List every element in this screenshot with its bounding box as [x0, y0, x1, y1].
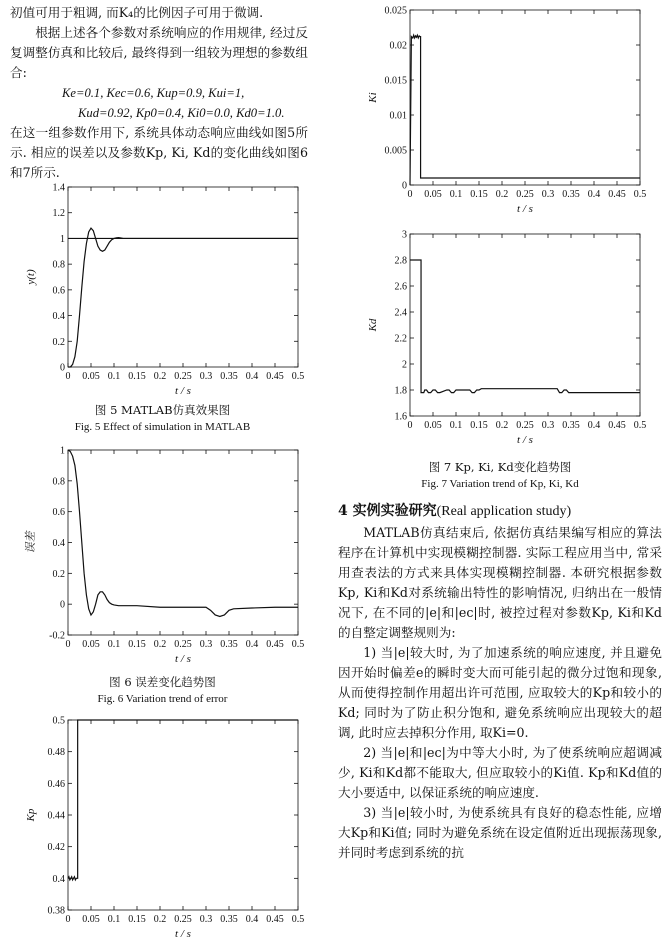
fig7_kd-y-tick-label: 3 — [402, 229, 407, 241]
fig6-y-tick-label: 0.8 — [52, 476, 65, 488]
fig7_ki-x-tick-label: 0 — [407, 189, 413, 200]
param-equation-1: Ke=0.1, Kec=0.6, Kup=0.9, Kui=1, — [62, 86, 245, 100]
fig7_kp-x-tick-label: 0.3 — [199, 914, 213, 925]
fig7_ki-plot-frame — [410, 10, 640, 185]
section-title-en: (Real application study) — [436, 504, 572, 519]
section-heading — [338, 500, 662, 523]
right-para-3: 2) 当|e|和|ec|为中等大小时, 为了使系统响应超调减少, Ki和Kd都不能取大, 但应取较小的Ki值. Kp和Kd值的大小要适中, 以保证系统的响应速度. — [338, 745, 662, 800]
fig6-x-tick-label: 0.45 — [266, 639, 284, 650]
fig6-y-axis-label: 误差 — [25, 531, 37, 554]
fig7_ki-y-tick-label: 0.02 — [389, 40, 407, 52]
fig7_ki-x-tick-label: 0.1 — [449, 189, 463, 200]
fig5-x-tick-label: 0.15 — [128, 371, 146, 382]
left-para-2: 根据上述各个参数对系统响应的作用规律, 经过反复调整仿真和比较后, 最终得到一组较为理想的参数组合: — [10, 25, 308, 80]
fig7_kp-y-tick-label: 0.38 — [47, 905, 65, 917]
fig7_ki-x-tick-label: 0.15 — [470, 189, 488, 200]
left-para-1: 初值可用于粗调, 而K₄的比例因子可用于微调. — [10, 5, 264, 20]
right-column-text — [338, 500, 662, 863]
fig7_kp-x-tick-label: 0.2 — [153, 914, 167, 925]
fig6-x-tick-label: 0.25 — [174, 639, 192, 650]
fig6-y-tick-label: 0.6 — [52, 507, 65, 519]
fig7_kd-x-tick-label: 0.35 — [562, 420, 580, 431]
fig7_ki-x-tick-label: 0.05 — [424, 189, 442, 200]
fig7_ki-y-tick-label: 0.025 — [384, 5, 407, 17]
fig6-x-tick-label: 0.2 — [153, 639, 167, 650]
fig7_kd-x-tick-label: 0.15 — [470, 420, 488, 431]
fig6-y-tick-label: 1 — [60, 445, 65, 457]
fig6-x-tick-label: 0.15 — [128, 639, 146, 650]
fig5-x-tick-label: 0.05 — [82, 371, 100, 382]
fig7_kd-x-tick-label: 0.05 — [424, 420, 442, 431]
fig7-caption-cn: 图 7 Kp, Ki, Kd变化趋势图 — [428, 460, 572, 474]
fig7-kd-chart — [344, 228, 664, 450]
fig5-y-axis-label: y(t) — [25, 269, 37, 285]
fig7_kd-x-tick-label: 0.5 — [633, 420, 647, 431]
fig7_ki-x-axis-label: t / s — [517, 203, 533, 215]
fig7-kd-plot — [344, 228, 664, 450]
fig7_kd-series-line — [410, 260, 640, 393]
fig5-x-tick-label: 0.5 — [291, 371, 305, 382]
fig6-caption-en: Fig. 6 Variation trend of error — [97, 693, 228, 705]
fig6-y-tick-label: 0.4 — [52, 538, 65, 549]
fig5-y-tick-label: 1.2 — [52, 208, 65, 220]
fig6-x-tick-label: 0.3 — [199, 639, 213, 650]
fig7_kd-y-tick-label: 2 — [402, 359, 407, 371]
fig5-caption-cn: 图 5 MATLAB仿真效果图 — [94, 403, 231, 417]
fig7_kd-x-tick-label: 0.25 — [516, 420, 534, 431]
fig5-y-tick-label: 0.4 — [52, 311, 65, 323]
fig7_kp-x-tick-label: 0.5 — [291, 914, 305, 925]
fig5-x-axis-label: t / s — [175, 385, 191, 397]
fig7_kp-y-tick-label: 0.44 — [47, 810, 65, 822]
fig5-x-tick-label: 0.25 — [174, 371, 192, 382]
fig5-y-tick-label: 1.4 — [52, 182, 65, 194]
fig7_kp-x-tick-label: 0.4 — [245, 914, 259, 925]
fig7_kp-y-tick-label: 0.48 — [47, 747, 65, 759]
fig7_ki-y-tick-label: 0.005 — [384, 145, 407, 157]
fig6-chart — [10, 444, 310, 666]
fig7_kp-plot-frame — [68, 720, 298, 910]
fig5-y-tick-label: 0.6 — [52, 285, 65, 297]
fig5-x-tick-label: 0.45 — [266, 371, 284, 382]
fig7_kd-x-axis-label: t / s — [517, 434, 533, 446]
fig7_kd-y-tick-label: 2.2 — [394, 333, 407, 345]
fig5-x-tick-label: 0.35 — [220, 371, 238, 382]
fig7_kp-x-tick-label: 0 — [65, 914, 71, 925]
fig7_ki-x-tick-label: 0.3 — [541, 189, 555, 200]
fig5-x-tick-label: 0.4 — [245, 371, 259, 382]
fig6-x-tick-label: 0.35 — [220, 639, 238, 650]
fig7_kd-x-tick-label: 0.3 — [541, 420, 555, 431]
fig7_kp-series-line — [68, 720, 298, 880]
fig7_kd-x-tick-label: 0.45 — [608, 420, 626, 431]
fig6-caption-cn: 图 6 误差变化趋势图 — [109, 675, 216, 689]
fig5-plot — [10, 180, 310, 397]
fig7-ki-chart — [344, 0, 664, 222]
right-para-1: MATLAB仿真结束后, 依据仿真结果编写相应的算法程序在计算机中实现模糊控制器. 实际工程应用当中, 常采用查表法的方式来具体实现模糊控制器. 本研究根据参数Kp, Ki和Kd对系统输出特性的影响情况, 归纳出在一般情况下, 在不同的|e|和|ec|时, 被控过程对参数Kp, Ki和Kd的自整定调整规则为: — [338, 525, 662, 640]
left-para-3: 在这一组参数作用下, 系统具体动态响应曲线如图5所示. 相应的误差以及参数Kp, Ki, Kd的变化曲线如图6和7所示. — [10, 125, 308, 180]
fig5-y-tick-label: 1 — [60, 233, 65, 245]
fig7_ki-x-tick-label: 0.4 — [587, 189, 601, 200]
fig6-x-tick-label: 0.1 — [107, 639, 121, 650]
fig5-x-tick-label: 0 — [65, 371, 71, 382]
right-para-4: 3) 当|e|较小时, 为使系统具有良好的稳态性能, 应增大Kp和Ki值; 同时为避免系统在设定值附近出现振荡现象, 并同时考虑到系统的抗 — [338, 805, 662, 860]
fig5-y-tick-label: 0.2 — [52, 336, 65, 348]
fig5-series-line — [68, 228, 298, 367]
fig5-plot-frame — [68, 187, 298, 367]
fig7-caption-en: Fig. 7 Variation trend of Kp, Ki, Kd — [421, 478, 579, 490]
fig5-x-tick-label: 0.3 — [199, 371, 213, 382]
fig5-y-tick-label: 0.8 — [52, 259, 65, 271]
left-column — [10, 0, 308, 183]
fig7-ki-plot — [344, 0, 664, 222]
fig7_kp-x-tick-label: 0.05 — [82, 914, 100, 925]
fig7_kp-x-tick-label: 0.35 — [220, 914, 238, 925]
fig5-y-tick-label: 0 — [60, 362, 65, 374]
fig7_kd-x-tick-label: 0.2 — [495, 420, 509, 431]
fig7_kd-x-tick-label: 0.1 — [449, 420, 463, 431]
fig7_kp-y-tick-label: 0.46 — [47, 778, 65, 790]
fig7_ki-y-tick-label: 0 — [402, 180, 407, 192]
fig5-x-tick-label: 0.2 — [153, 371, 167, 382]
fig5-chart — [10, 180, 310, 397]
fig7_kd-y-tick-label: 1.8 — [394, 385, 407, 397]
fig7_ki-series-line — [410, 35, 640, 185]
fig6-x-tick-label: 0.5 — [291, 639, 305, 650]
fig7_kp-y-tick-label: 0.5 — [52, 715, 65, 727]
fig7_ki-x-tick-label: 0.35 — [562, 189, 580, 200]
fig5-caption — [10, 402, 315, 436]
fig7_kd-y-tick-label: 1.6 — [394, 411, 407, 423]
right-para-2: 1) 当|e|较大时, 为了加速系统的响应速度, 并且避免因开始时偏差e的瞬时变大而可能引起的微分过饱和现象, 从而使得控制作用超出许可范围, 应取较大的Kp和较小的Kd; 同时为了防止积分饱和, 避免系统响应出现较大的超调, 此时应去掉积分作用, 取Ki=0. — [338, 645, 662, 740]
fig6-y-tick-label: 0 — [60, 599, 65, 611]
fig5-x-tick-label: 0.1 — [107, 371, 121, 382]
fig7_kp-y-tick-label: 0.4 — [52, 873, 65, 885]
fig6-y-tick-label: 0.2 — [52, 568, 65, 580]
fig7_kp-x-axis-label: t / s — [175, 928, 191, 940]
fig6-plot — [10, 444, 310, 666]
fig7_ki-x-tick-label: 0.2 — [495, 189, 509, 200]
fig6-x-axis-label: t / s — [175, 653, 191, 665]
fig7_kp-y-tick-label: 0.42 — [47, 842, 65, 854]
fig7_kp-x-tick-label: 0.15 — [128, 914, 146, 925]
fig6-x-tick-label: 0.05 — [82, 639, 100, 650]
fig7_kp-x-tick-label: 0.1 — [107, 914, 121, 925]
fig7_kd-x-tick-label: 0 — [407, 420, 413, 431]
fig7_kd-x-tick-label: 0.4 — [587, 420, 601, 431]
fig6-y-tick-label: -0.2 — [49, 630, 65, 642]
fig6-series-line — [68, 450, 298, 617]
fig7_ki-x-tick-label: 0.45 — [608, 189, 626, 200]
fig7_ki-y-axis-label: Ki — [367, 92, 379, 103]
param-equation-2: Kud=0.92, Kp0=0.4, Ki0=0.0, Kd0=1.0. — [78, 106, 285, 120]
fig7_ki-y-tick-label: 0.01 — [389, 110, 407, 122]
fig7_kp-x-tick-label: 0.45 — [266, 914, 284, 925]
fig7_ki-y-tick-label: 0.015 — [384, 75, 407, 87]
fig6-x-tick-label: 0.4 — [245, 639, 259, 650]
fig7-kp-plot — [10, 714, 310, 940]
fig7_ki-x-tick-label: 0.5 — [633, 189, 647, 200]
fig7_kd-y-tick-label: 2.4 — [394, 307, 407, 319]
fig7-caption — [338, 459, 662, 493]
fig7_ki-x-tick-label: 0.25 — [516, 189, 534, 200]
fig6-x-tick-label: 0 — [65, 639, 71, 650]
fig7_kd-y-axis-label: Kd — [367, 318, 379, 332]
fig7_kp-x-tick-label: 0.25 — [174, 914, 192, 925]
fig5-caption-en: Fig. 5 Effect of simulation in MATLAB — [74, 421, 251, 433]
fig6-caption — [10, 674, 315, 708]
fig7-kp-chart — [10, 714, 310, 940]
fig7_kd-y-tick-label: 2.6 — [394, 281, 407, 293]
fig7_kd-y-tick-label: 2.8 — [394, 255, 407, 267]
section-title-cn: 4 实例实验研究 — [338, 503, 437, 519]
fig7_kp-y-axis-label: Kp — [25, 808, 37, 822]
